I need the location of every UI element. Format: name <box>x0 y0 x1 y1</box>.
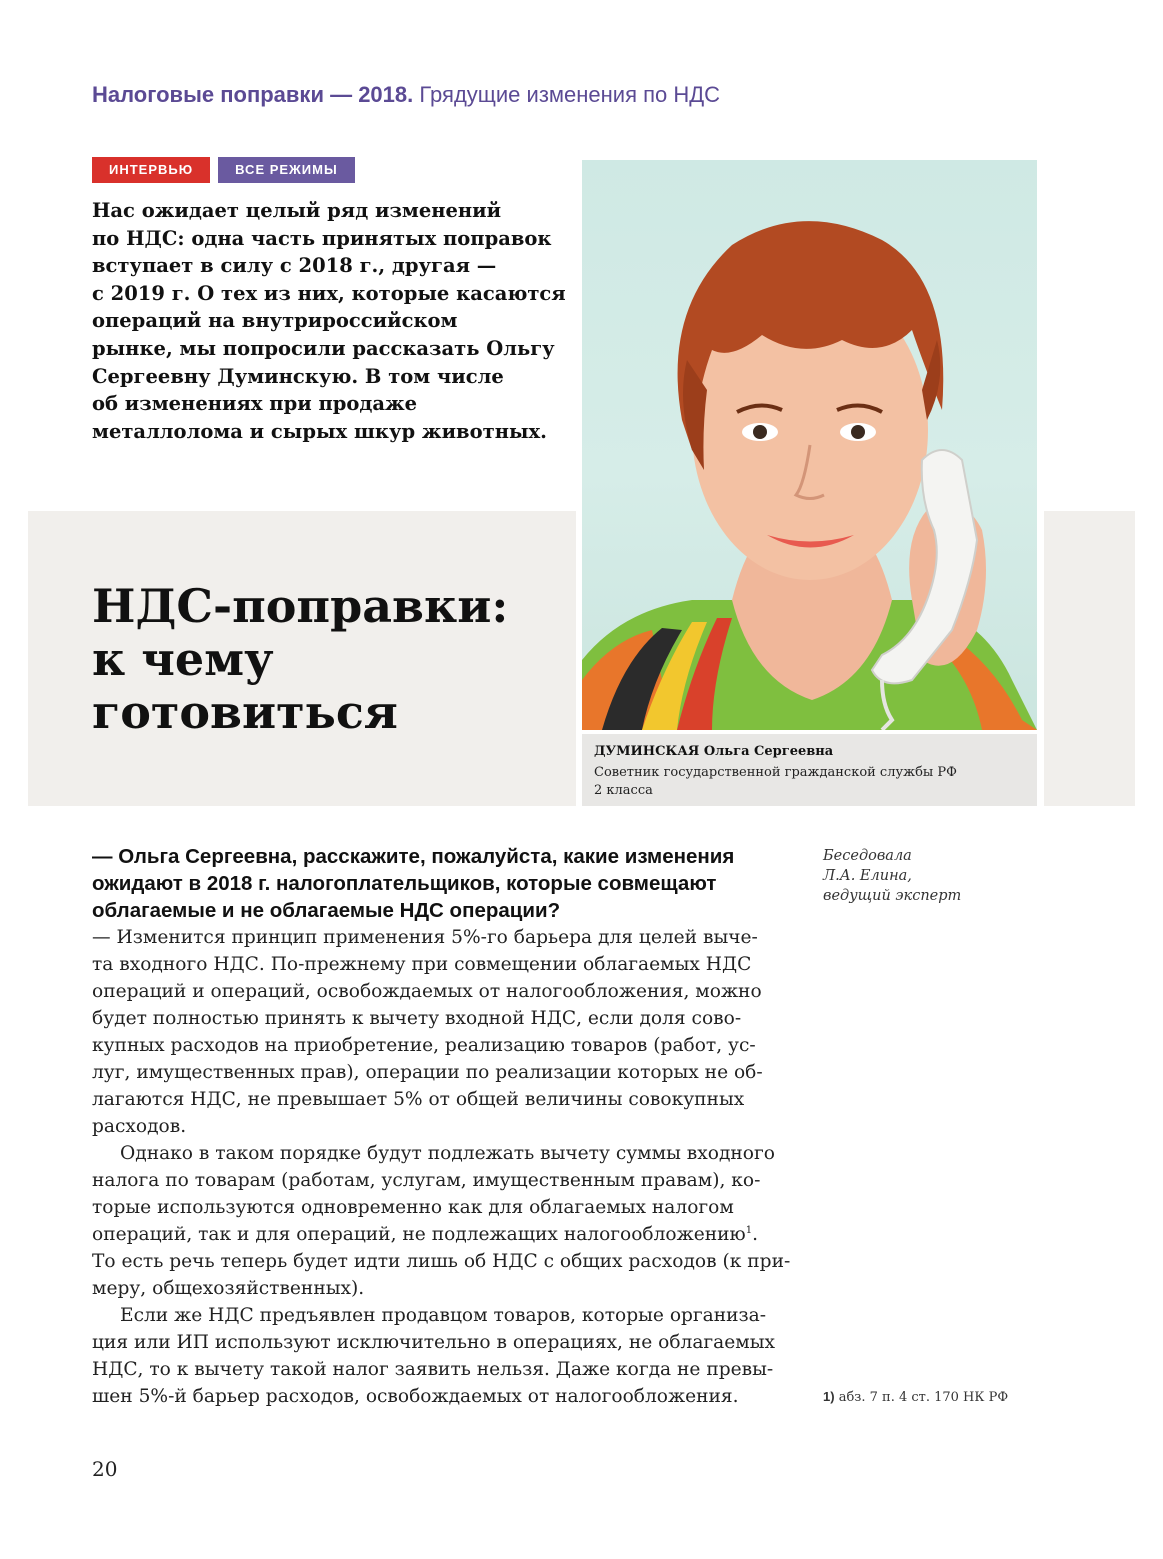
answer-line: НДС, то к вычету такой налог заявить нельзя. Даже когда не превы- <box>92 1359 774 1380</box>
answer-line: расходов. <box>92 1116 187 1137</box>
caption-position-cont: 2 класса <box>594 783 653 798</box>
article-title <box>92 580 508 739</box>
header-subtitle: Грядущие изменения по НДС <box>419 82 721 107</box>
lead-line: об изменениях при продаже <box>92 392 418 416</box>
title-line: готовиться <box>92 685 398 739</box>
answer-line: будет полностью принять к вычету входной НДС, если доля сово- <box>92 1008 742 1029</box>
lead-line: вступает в силу с 2018 г., другая — <box>92 254 497 278</box>
question-line: ожидают в 2018 г. налогоплательщиков, которые совмещают <box>92 872 717 895</box>
answer-line: То есть речь теперь будет идти лишь об НДС с общих расходов (к при- <box>92 1251 791 1272</box>
credit-line: ведущий эксперт <box>823 888 962 904</box>
answer-line: операций и операций, освобождаемых от налогообложения, можно <box>92 981 762 1002</box>
header-section: Налоговые поправки — 2018. <box>92 82 414 107</box>
title-line: НДС-поправки: <box>92 579 509 633</box>
answer-line: Если же НДС предъявлен продавцом товаров, которые организа- <box>120 1305 767 1326</box>
page-number: 20 <box>92 1457 118 1481</box>
tag-all-regimes: ВСЕ РЕЖИМЫ <box>218 157 355 183</box>
footnote-mark: 1 <box>745 1224 753 1236</box>
interview-question <box>92 843 770 924</box>
answer-text: операций, так и для операций, не подлежащих налогообложению <box>92 1224 746 1245</box>
answer-line: ция или ИП используют исключительно в операциях, не облагаемых <box>92 1332 775 1353</box>
answer-line: меру, общехозяйственных). <box>92 1278 365 1299</box>
lead-line: металлолома и сырых шкур животных. <box>92 419 547 443</box>
question-line: облагаемые и не облагаемые НДС операции? <box>92 899 561 922</box>
caption-position: Советник государственной гражданской службы РФ <box>594 765 957 780</box>
interviewer-credit <box>823 846 961 906</box>
portrait-photo <box>582 160 1037 730</box>
answer-line: купных расходов на приобретение, реализацию товаров (работ, ус- <box>92 1035 756 1056</box>
lead-line: с 2019 г. О тех из них, которые касаются <box>92 281 566 305</box>
answer-line: та входного НДС. По-прежнему при совмещении облагаемых НДС <box>92 954 752 975</box>
lead-line: рынке, мы попросили рассказать Ольгу <box>92 336 555 360</box>
answer-line: налога по товарам (работам, услугам, имущественным правам), ко- <box>92 1170 761 1191</box>
footnote <box>823 1389 1008 1405</box>
interview-answer <box>92 924 791 1410</box>
answer-line: шен 5%-й барьер расходов, освобождаемых от налогообложения. <box>92 1386 739 1407</box>
title-line: к чему <box>92 632 274 686</box>
credit-line: Л.А. Елина, <box>823 868 912 884</box>
headline-band-right <box>1044 511 1135 806</box>
lead-line: по НДС: одна часть принятых поправок <box>92 226 552 250</box>
photo-caption <box>582 734 1037 806</box>
answer-line: Однако в таком порядке будут подлежать вычету суммы входного <box>120 1143 775 1164</box>
answer-line-with-footnote <box>92 1221 770 1248</box>
running-header <box>92 82 720 108</box>
answer-line: торые используются одновременно как для облагаемых налогом <box>92 1197 734 1218</box>
answer-text-end: . <box>752 1224 759 1245</box>
answer-line: луг, имущественных прав), операции по реализации которых не об- <box>92 1062 763 1083</box>
caption-name: ДУМИНСКАЯ Ольга Сергеевна <box>594 744 834 759</box>
lead-line: Нас ожидает целый ряд изменений <box>92 199 502 222</box>
lead-line: Сергеевну Думинскую. В том числе <box>92 364 504 388</box>
lead-paragraph <box>92 197 566 445</box>
tag-interview: ИНТЕРВЬЮ <box>92 157 210 183</box>
article-tags <box>92 157 355 183</box>
footnote-text: абз. 7 п. 4 ст. 170 НК РФ <box>838 1390 1009 1405</box>
lead-line: операций на внутрироссийском <box>92 309 458 333</box>
question-line: — Ольга Сергеевна, расскажите, пожалуйста, какие изменения <box>92 845 735 868</box>
answer-line: лагаются НДС, не превышает 5% от общей величины совокупных <box>92 1089 745 1110</box>
answer-line: — Изменится принцип применения 5%-го барьера для целей выче- <box>92 927 758 948</box>
credit-line: Беседовала <box>823 848 912 864</box>
footnote-number: 1) <box>823 1389 835 1404</box>
